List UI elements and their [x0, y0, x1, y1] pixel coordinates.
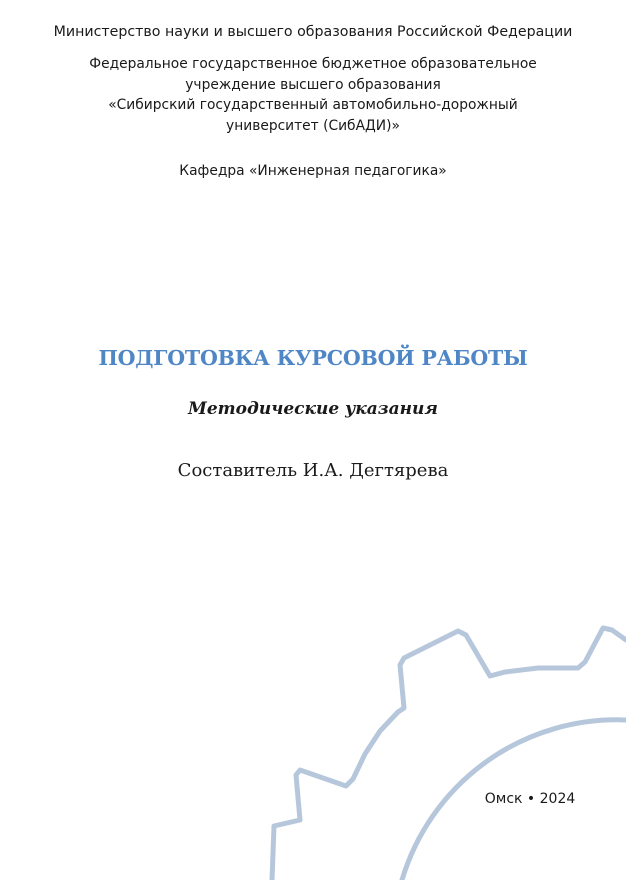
organization-line-4: университет (СибАДИ)» — [226, 118, 400, 134]
author-line: Составитель И.А. Дегтярева — [177, 460, 449, 481]
department-name: Кафедра «Инженерная педагогика» — [179, 163, 447, 179]
organization-line-3: «Сибирский государственный автомобильно-дорожный — [108, 97, 518, 113]
ministry-name: Министерство науки и высшего образования Российской Федерации — [53, 24, 573, 40]
organization-line-2: учреждение высшего образования — [185, 77, 441, 93]
organization-line-1: Федеральное государственное бюджетное образовательное — [89, 56, 537, 72]
document-subtitle: Методические указания — [188, 399, 438, 419]
city-year: Омск • 2024 — [484, 791, 576, 807]
document-title: ПОДГОТОВКА КУРСОВОЙ РАБОТЫ — [98, 346, 528, 370]
